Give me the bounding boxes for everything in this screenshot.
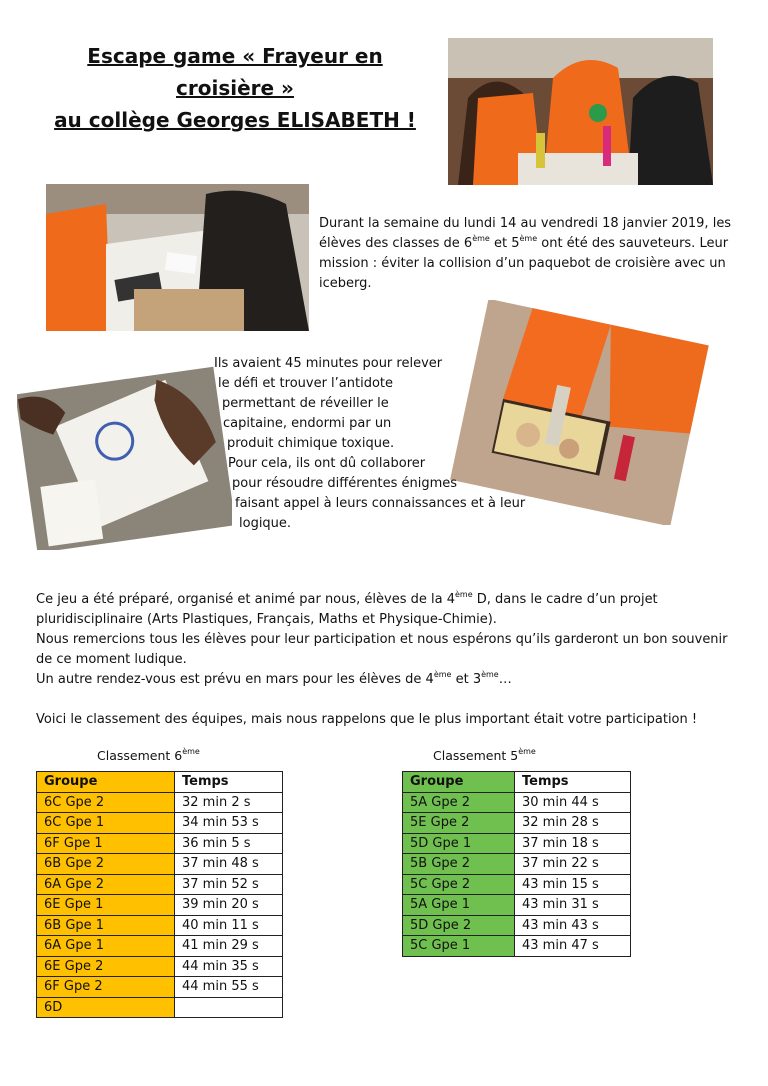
cell-group: 5B Gpe 2 xyxy=(403,854,515,875)
intro-sup-1: ème xyxy=(472,234,490,243)
title-line-1: Escape game « Frayeur en xyxy=(87,44,383,68)
cell-time: 39 min 20 s xyxy=(175,895,283,916)
ranking-5-caption xyxy=(433,748,536,763)
cell-group: 6B Gpe 1 xyxy=(37,915,175,936)
header-group: Groupe xyxy=(37,772,175,793)
cell-group: 6A Gpe 1 xyxy=(37,936,175,957)
table-row xyxy=(403,792,631,813)
table-row xyxy=(37,915,283,936)
table-row xyxy=(37,895,283,916)
title-line-2: croisière » xyxy=(176,76,294,100)
table-row xyxy=(403,936,631,957)
header-time: Temps xyxy=(515,772,631,793)
cell-group: 6C Gpe 2 xyxy=(37,792,175,813)
table-row xyxy=(403,895,631,916)
cell-time: 43 min 47 s xyxy=(515,936,631,957)
ranking-5-caption-sup: ème xyxy=(518,747,536,756)
table-row xyxy=(37,854,283,875)
intro-paragraph xyxy=(319,214,739,294)
story-line: pour résoudre différentes énigmes xyxy=(232,476,458,491)
table-row xyxy=(403,833,631,854)
ranking-5-caption-text: Classement 5 xyxy=(433,748,519,763)
table-row xyxy=(403,915,631,936)
table-row xyxy=(37,936,283,957)
cell-group: 5A Gpe 1 xyxy=(403,895,515,916)
cell-time: 32 min 28 s xyxy=(515,813,631,834)
body-p3-sup-1: ème xyxy=(433,670,452,679)
cell-time: 37 min 48 s xyxy=(175,854,283,875)
cell-group: 6A Gpe 2 xyxy=(37,874,175,895)
body-p1-sup: ème xyxy=(454,590,473,599)
cell-time: 34 min 53 s xyxy=(175,813,283,834)
table-row xyxy=(403,874,631,895)
story-line: logique. xyxy=(239,516,292,531)
cell-time xyxy=(175,997,283,1018)
ranking-6-caption-text: Classement 6 xyxy=(97,748,183,763)
ranking-5-table xyxy=(402,771,631,957)
cell-group: 5D Gpe 1 xyxy=(403,833,515,854)
table-row xyxy=(403,813,631,834)
story-paragraph xyxy=(214,354,544,534)
cell-group: 5E Gpe 2 xyxy=(403,813,515,834)
cell-time: 32 min 2 s xyxy=(175,792,283,813)
cell-time: 37 min 18 s xyxy=(515,833,631,854)
body-paragraph-1 xyxy=(36,590,736,630)
header-time: Temps xyxy=(175,772,283,793)
body-p3-text-c: … xyxy=(498,672,512,687)
cell-group: 6E Gpe 1 xyxy=(37,895,175,916)
table-row xyxy=(37,956,283,977)
ranking-6-caption-sup: ème xyxy=(182,747,200,756)
body-paragraph-4: Voici le classement des équipes, mais nous rappelons que le plus important était votre participation ! xyxy=(36,712,698,727)
cell-time: 43 min 31 s xyxy=(515,895,631,916)
cell-group: 5C Gpe 1 xyxy=(403,936,515,957)
cell-time: 41 min 29 s xyxy=(175,936,283,957)
photo-hands-writing xyxy=(17,365,232,550)
cell-group: 6C Gpe 1 xyxy=(37,813,175,834)
table-row xyxy=(37,813,283,834)
body-paragraph-2: Nous remercions tous les élèves pour leur participation et nous espérons qu’ils garderont un bon souvenir de ce moment ludique. xyxy=(36,632,728,667)
cell-time: 44 min 35 s xyxy=(175,956,283,977)
body-p3-text-b: et 3 xyxy=(451,672,482,687)
body-paragraph-3 xyxy=(36,670,736,690)
intro-sup-2: ème xyxy=(519,234,538,243)
table-row xyxy=(37,874,283,895)
photo-students-at-table xyxy=(46,184,309,331)
table-row xyxy=(37,833,283,854)
ranking-6-caption xyxy=(97,748,200,763)
cell-group: 6B Gpe 2 xyxy=(37,854,175,875)
ranking-6-table xyxy=(36,771,283,1018)
title-line-3: au collège Georges ELISABETH ! xyxy=(54,108,416,132)
intro-text-b: et 5 xyxy=(489,236,520,251)
cell-time: 36 min 5 s xyxy=(175,833,283,854)
cell-time: 43 min 43 s xyxy=(515,915,631,936)
body-text xyxy=(36,590,736,730)
story-line: faisant appel à leurs connaissances et à leur xyxy=(235,496,526,511)
cell-time: 40 min 11 s xyxy=(175,915,283,936)
cell-time: 30 min 44 s xyxy=(515,792,631,813)
header-group: Groupe xyxy=(403,772,515,793)
body-p3-sup-2: ème xyxy=(481,670,499,679)
intro-text-c: ont été des sauveteurs. Leur mission : éviter la collision d’un paquebot de croisière avec un iceberg. xyxy=(319,236,729,291)
cell-group: 5A Gpe 2 xyxy=(403,792,515,813)
cell-group: 6F Gpe 1 xyxy=(37,833,175,854)
photo-students-orange-vests xyxy=(448,38,713,185)
cell-group: 6D xyxy=(37,997,175,1018)
table-header-row xyxy=(37,772,283,793)
table-row xyxy=(403,854,631,875)
cell-group: 6E Gpe 2 xyxy=(37,956,175,977)
story-line: permettant de réveiller le xyxy=(222,396,389,411)
table-row xyxy=(37,997,283,1018)
cell-group: 5D Gpe 2 xyxy=(403,915,515,936)
page-title xyxy=(40,40,430,136)
body-p1-text-b: D, dans le cadre d’un projet pluridisciplinaire (Arts Plastiques, Français, Maths et Physique-Chimie). xyxy=(36,592,658,627)
story-line: capitaine, endormi par un xyxy=(223,416,392,431)
table-header-row xyxy=(403,772,631,793)
story-line: produit chimique toxique. xyxy=(227,436,395,451)
body-p1-text-a: Ce jeu a été préparé, organisé et animé par nous, élèves de la 4 xyxy=(36,592,455,607)
story-line: Pour cela, ils ont dû collaborer xyxy=(228,456,426,471)
story-line: Ils avaient 45 minutes pour relever xyxy=(214,356,443,371)
cell-time: 43 min 15 s xyxy=(515,874,631,895)
cell-group: 6F Gpe 2 xyxy=(37,977,175,998)
ranking-5-body xyxy=(403,792,631,956)
cell-group: 5C Gpe 2 xyxy=(403,874,515,895)
body-p3-text-a: Un autre rendez-vous est prévu en mars pour les élèves de 4 xyxy=(36,672,434,687)
table-row xyxy=(37,792,283,813)
ranking-6-body xyxy=(37,792,283,1018)
cell-time: 37 min 52 s xyxy=(175,874,283,895)
intro-text-a: Durant la semaine du lundi 14 au vendredi 18 janvier 2019, les élèves des classes de 6 xyxy=(319,216,732,251)
cell-time: 37 min 22 s xyxy=(515,854,631,875)
story-line: le défi et trouver l’antidote xyxy=(218,376,394,391)
cell-time: 44 min 55 s xyxy=(175,977,283,998)
table-row xyxy=(37,977,283,998)
